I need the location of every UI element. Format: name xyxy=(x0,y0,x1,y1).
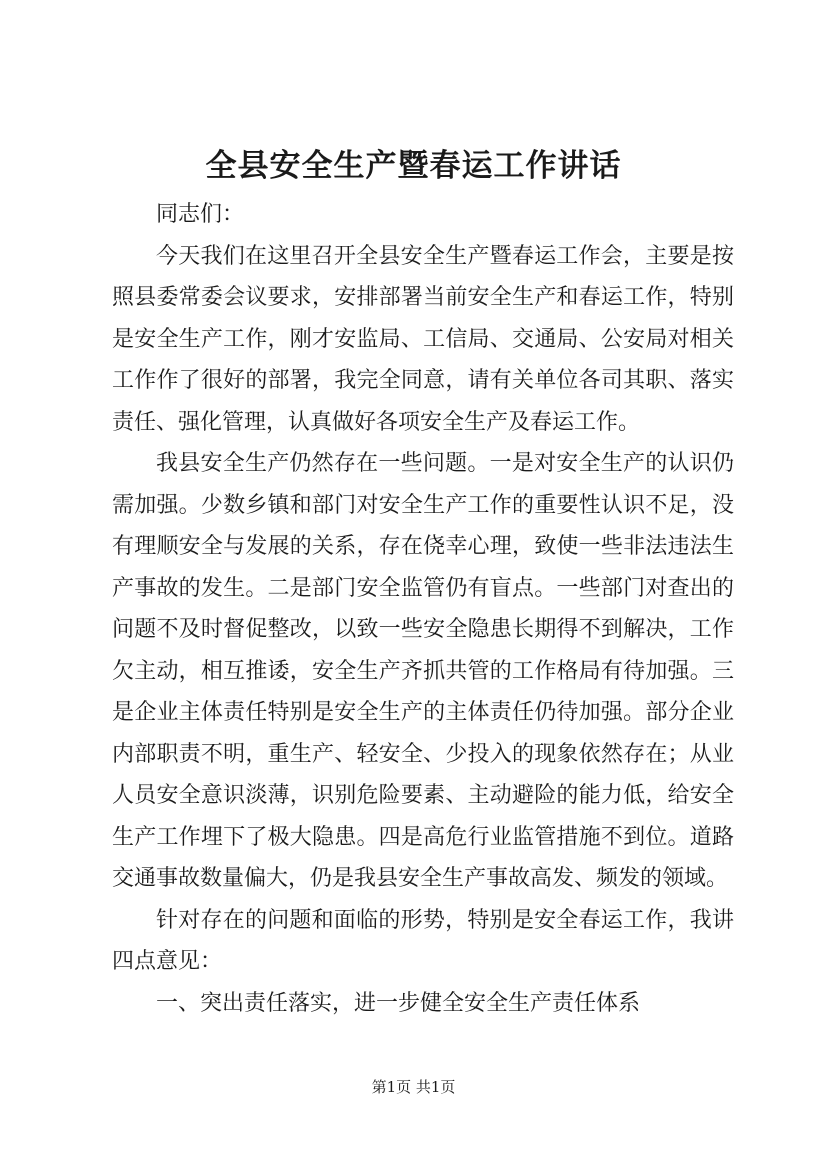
document-title: 全县安全生产暨春运工作讲话 xyxy=(205,148,622,184)
salutation: 同志们： xyxy=(156,202,245,227)
paragraph-problems: 我县安全生产仍然存在一些问题。一是对安全生产的认识仍需加强。少数乡镇和部门对安全生产工作的重要性认识不足，没有理顺安全与发展的关系，存在侥幸心理，致使一些非法违法生产事故的发生。二是部门安全监管仍有盲点。一些部门对查出的问题不及时督促整改，以致一些安全隐患长期得不到解决，工作欠主动，相互推诿，安全生产齐抓共管的工作格局有待加强。三是企业主体责任特别是安全生产的主体责任仍待加强。部分企业内部职责不明，重生产、轻安全、少投入的现象依然存在；从业人员安全意识淡薄，识别危险要素、主动避险的能力低，给安全生产工作埋下了极大隐患。四是高危行业监管措施不到位。道路交通事故数量偏大，仍是我县安全生产事故高发、频发的领域。 xyxy=(112,451,734,891)
section-heading: 一、突出责任落实，进一步健全安全生产责任体系 xyxy=(156,990,641,1016)
paragraph-opinions: 针对存在的问题和面临的形势，特别是安全春运工作，我讲四点意见： xyxy=(112,907,734,974)
paragraph-intro: 今天我们在这里召开全县安全生产暨春运工作会，主要是按照县委常委会议要求，安排部署当前安全生产和春运工作，特别是安全生产工作，刚才安监局、工信局、交通局、公安局对相关工作作了很好的部署，我完全同意，请有关单位各司其职、落实责任、强化管理，认真做好各项安全生产及春运工作。 xyxy=(112,243,734,435)
page-footer: 第1页 共1页 xyxy=(371,1078,456,1096)
document-body xyxy=(112,194,734,1024)
